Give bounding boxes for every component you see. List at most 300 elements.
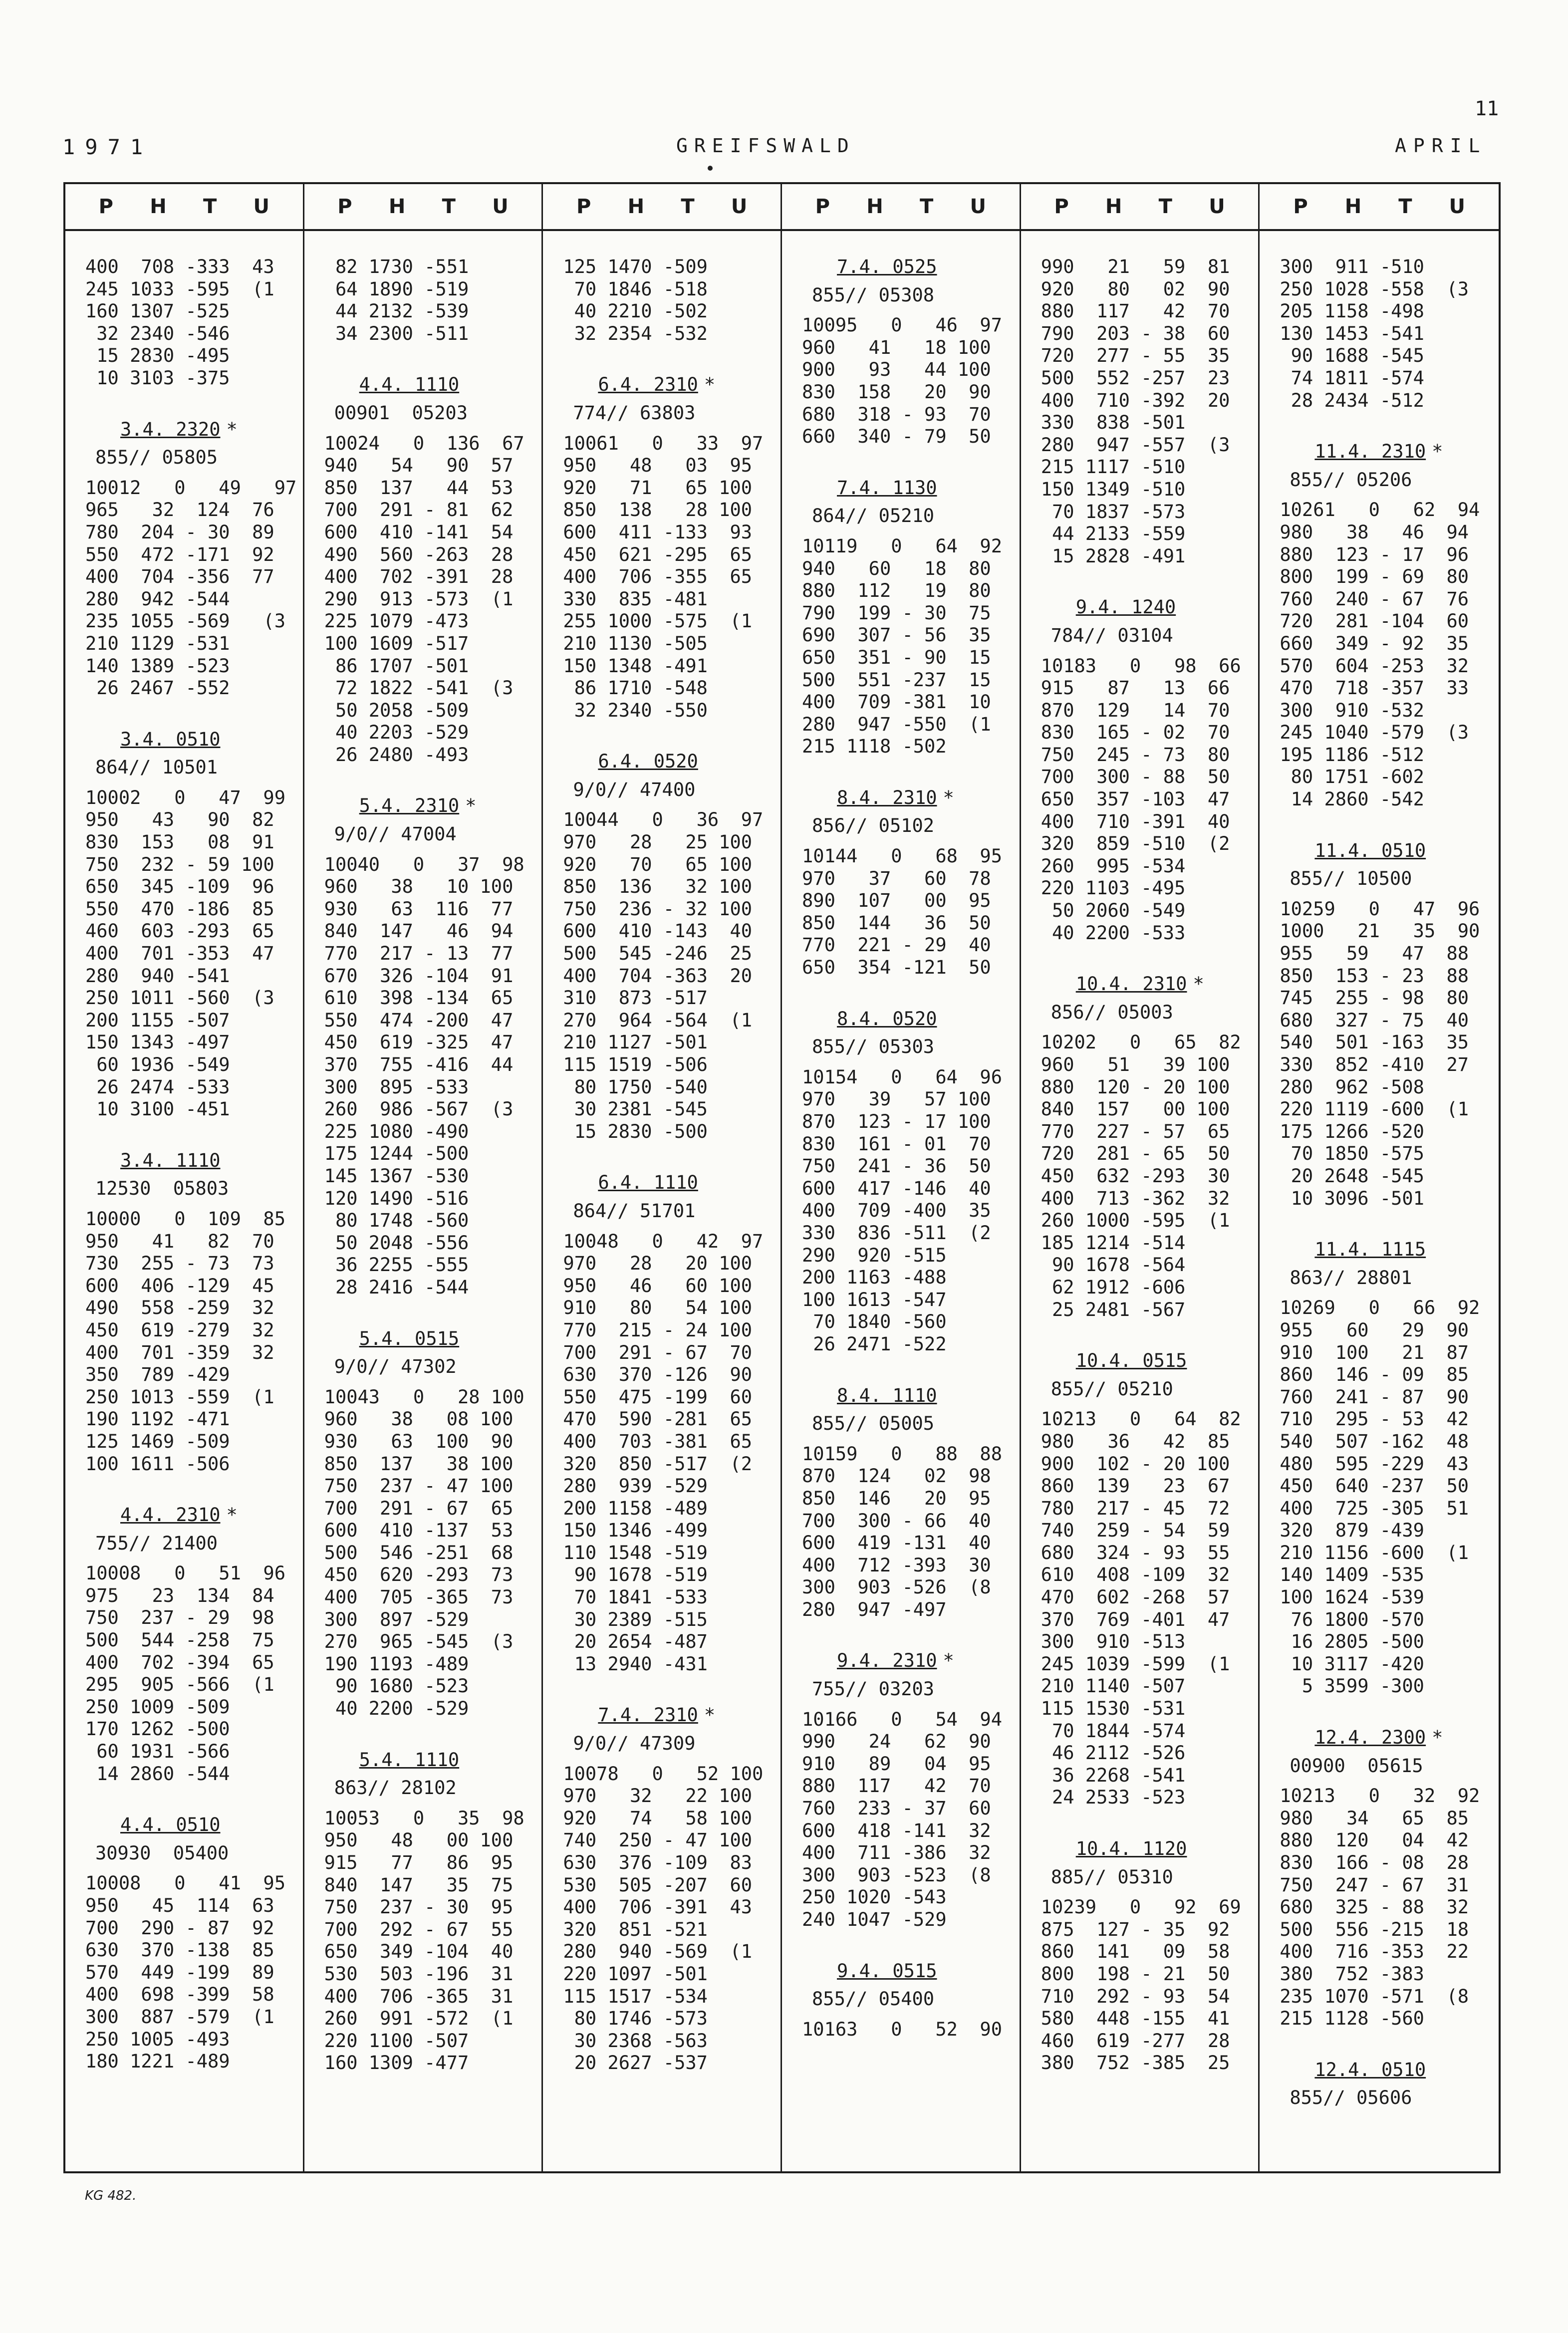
data-row: 450 620 -293 73 [324,1564,514,1586]
data-row: 10 3100 -451 [85,1098,230,1120]
sounding-code: 755// 21400 [95,1532,218,1554]
data-row: 260 995 -534 [1041,855,1186,877]
column-header-label: P [815,195,830,218]
data-row: 950 48 03 95 [563,455,753,477]
sounding-block [85,1504,303,1785]
data-row: 10008 0 41 95 [85,1872,285,1894]
column-header-label: T [442,195,456,218]
data-row: 770 221 - 29 40 [802,934,991,956]
data-row: 34 2300 -511 [324,322,469,344]
data-row: 280 947 -497 [802,1598,947,1620]
data-row: 300 903 -523 (8 [802,1864,991,1886]
data-row: 870 129 14 70 [1041,699,1230,721]
sounding-date-time: 8.4. 2310 [837,786,937,808]
data-row: 215 1128 -560 [1280,2008,1424,2030]
data-row: 115 1530 -531 [1041,1698,1186,1720]
data-row: 400 713 -362 32 [1041,1187,1230,1209]
data-row: 400 706 -391 43 [563,1896,753,1918]
data-row: 630 370 -138 85 [85,1939,274,1961]
data-row: 500 556 -215 18 [1280,1918,1469,1940]
data-row: 270 964 -564 (1 [563,1009,753,1031]
sounding-block [802,256,1020,448]
data-row: 90 1678 -564 [1041,1254,1186,1276]
data-row: 450 619 -279 32 [85,1319,274,1341]
column-header-label: U [1449,195,1465,218]
data-row: 140 1389 -523 [85,655,230,677]
sounding-block [85,256,303,390]
data-row: 10119 0 64 92 [802,535,1002,557]
sounding-title [324,374,542,396]
sounding-block [1041,1350,1259,1809]
data-row: 880 120 - 20 100 [1041,1076,1230,1098]
data-row: 50 2048 -556 [324,1232,469,1254]
data-row: 550 472 -171 92 [85,543,274,565]
data-row: 70 1837 -573 [1041,501,1186,522]
column-header-label: T [1398,195,1412,218]
data-row: 630 370 -126 90 [563,1364,753,1386]
data-row: 400 704 -363 20 [563,965,753,987]
data-row: 700 291 - 81 62 [324,499,514,521]
data-row: 940 60 18 80 [802,557,991,579]
data-row: 650 357 -103 47 [1041,788,1230,810]
data-row: 850 138 28 100 [563,499,753,521]
data-row: 470 602 -268 57 [1041,1586,1230,1608]
data-row: 460 603 -293 65 [85,920,274,942]
sounding-date-time: 3.4. 2320 [120,418,221,440]
data-row: 950 41 82 70 [85,1230,274,1252]
data-row: 470 718 -357 33 [1280,677,1469,699]
column-header-label: P [1054,195,1069,218]
data-row: 930 63 100 90 [324,1430,514,1452]
data-row: 72 1822 -541 (3 [324,677,514,699]
column-header-label: H [388,195,406,218]
data-row: 10259 0 47 96 [1280,898,1480,920]
sounding-title [563,374,781,396]
data-row: 225 1080 -490 [324,1120,469,1142]
sounding-block [1041,256,1259,567]
sounding-title [802,1650,1020,1672]
data-row: 960 38 10 100 [324,876,514,898]
data-row: 36 2268 -541 [1041,1764,1186,1786]
data-row: 400 712 -393 30 [802,1554,991,1576]
data-row: 10163 0 52 90 [802,2018,1002,2040]
sounding-code: 855// 05303 [812,1036,935,1058]
data-row: 80 1750 -540 [563,1076,708,1098]
sounding-block [1280,840,1499,1210]
data-row: 760 240 - 67 76 [1280,588,1469,610]
data-row: 185 1214 -514 [1041,1232,1186,1254]
data-row: 190 1192 -471 [85,1408,230,1430]
sounding-block [802,1385,1020,1621]
data-row: 670 326 -104 91 [324,965,514,987]
sounding-code: 784// 03104 [1050,624,1173,646]
sounding-block [563,1704,781,2074]
data-row: 10144 0 68 95 [802,845,1002,867]
sounding-date-time: 7.4. 0525 [837,256,937,277]
data-row: 100 1611 -506 [85,1453,230,1475]
data-row: 400 702 -391 28 [324,566,514,588]
sounding-block [324,1749,542,2074]
data-row: 10183 0 98 66 [1041,655,1241,677]
data-row: 220 1103 -495 [1041,877,1186,899]
data-row: 44 2133 -559 [1041,523,1186,545]
data-row: 870 123 - 17 100 [802,1111,991,1132]
data-row: 680 318 - 93 70 [802,403,991,425]
sounding-date-time: 10.4. 0515 [1075,1350,1187,1372]
data-row: 200 1155 -507 [85,1009,230,1031]
data-row: 400 710 -391 40 [1041,810,1230,832]
data-row: 235 1070 -571 (8 [1280,1985,1469,2007]
sounding-date-time: 11.4. 2310 [1314,441,1426,463]
page-number: 11 [1475,97,1499,120]
data-row: 10269 0 66 92 [1280,1297,1480,1319]
sounding-table [63,182,1501,2173]
data-row: 330 835 -481 [563,588,708,610]
data-row: 150 1349 -510 [1041,478,1186,500]
table-column [543,184,782,2171]
sounding-star-mark: * [704,374,716,396]
data-row: 5 3599 -300 [1280,1675,1424,1697]
sounding-block [1041,973,1259,1321]
data-row: 10048 0 42 97 [563,1230,764,1252]
data-row: 980 38 46 94 [1280,521,1469,543]
data-row: 235 1055 -569 (3 [85,610,285,632]
column-header-label: P [337,195,352,218]
data-row: 10000 0 109 85 [85,1208,285,1230]
sounding-title [1041,596,1259,619]
data-row: 680 327 - 75 40 [1280,1009,1469,1031]
data-row: 500 544 -258 75 [85,1629,274,1651]
data-row: 300 887 -579 (1 [85,2006,274,2028]
sounding-code: 855// 05308 [812,284,935,306]
sounding-code: 00901 05203 [334,402,468,424]
column-body [1021,231,1259,2074]
sounding-title [324,1328,542,1350]
sounding-code: 9/0// 47400 [573,778,696,800]
data-row: 710 295 - 53 42 [1280,1408,1469,1430]
sounding-block [324,795,542,1298]
data-row: 850 144 36 50 [802,912,991,934]
data-row: 20 2654 -487 [563,1631,708,1653]
column-body [543,231,781,2074]
data-row: 470 590 -281 65 [563,1408,753,1430]
data-row: 205 1158 -498 [1280,300,1424,322]
header-year: 1971 [62,135,153,159]
sounding-star-mark: * [465,795,477,817]
data-row: 600 410 -143 40 [563,920,753,942]
data-row: 790 203 - 38 60 [1041,322,1230,344]
data-row: 550 470 -186 85 [85,898,274,920]
data-row: 530 503 -196 31 [324,1963,514,1985]
data-row: 260 991 -572 (1 [324,2008,514,2030]
data-row: 14 2860 -544 [85,1763,230,1785]
data-row: 100 1609 -517 [324,632,469,654]
sounding-date-time: 7.4. 1130 [837,477,937,499]
column-header [1021,184,1259,231]
data-row: 220 1100 -507 [324,2030,469,2052]
sounding-title [85,1150,303,1172]
data-row: 220 1097 -501 [563,1963,708,1985]
sounding-block [1041,1838,1259,2074]
data-row: 32 2354 -532 [563,322,708,344]
data-row: 40 2210 -502 [563,300,708,322]
data-row: 540 501 -163 35 [1280,1032,1469,1053]
data-row: 10213 0 32 92 [1280,1785,1480,1807]
data-row: 300 897 -529 [324,1608,469,1630]
data-row: 830 153 08 91 [85,831,274,853]
data-row: 70 1850 -575 [1280,1143,1424,1165]
column-header-label: H [1344,195,1362,218]
sounding-title [563,1172,781,1194]
column-header-label: T [1158,195,1172,218]
data-row: 330 852 -410 27 [1280,1054,1469,1075]
sounding-title [563,1704,781,1727]
data-row: 850 136 32 100 [563,876,753,898]
data-row: 580 448 -155 41 [1041,2008,1230,2030]
column-body [304,231,542,2074]
data-row: 740 250 - 47 100 [563,1829,753,1851]
data-row: 530 505 -207 60 [563,1874,753,1896]
data-row: 770 215 - 24 100 [563,1319,753,1341]
data-row: 10095 0 46 97 [802,314,1002,336]
data-row: 600 418 -141 32 [802,1819,991,1841]
data-row: 955 60 29 90 [1280,1319,1469,1341]
data-row: 125 1470 -509 [563,256,708,277]
sounding-block [1280,1727,1499,2030]
data-row: 840 157 00 100 [1041,1098,1230,1120]
column-header [782,184,1020,231]
sounding-code: 885// 05310 [1050,1866,1173,1888]
column-header [1260,184,1499,231]
sounding-block [1280,441,1499,811]
data-row: 660 349 - 92 35 [1280,632,1469,654]
data-row: 10053 0 35 98 [324,1807,524,1829]
data-row: 220 1119 -600 (1 [1280,1098,1469,1120]
data-row: 76 1800 -570 [1280,1608,1424,1630]
sounding-code: 855// 05805 [95,447,218,469]
data-row: 880 117 42 70 [1041,300,1230,322]
sounding-block [802,1650,1020,1931]
data-row: 750 236 - 32 100 [563,898,753,920]
sounding-code: 864// 05210 [812,505,935,527]
sounding-title [1280,1239,1499,1261]
data-row: 850 146 20 95 [802,1487,991,1509]
data-row: 610 398 -134 65 [324,987,514,1009]
data-row: 500 551 -237 15 [802,669,991,691]
data-row: 240 1047 -529 [802,1909,947,1930]
data-row: 630 376 -109 83 [563,1852,753,1873]
data-row: 880 112 19 80 [802,580,991,602]
data-row: 215 1118 -502 [802,736,947,758]
sounding-date-time: 7.4. 2310 [598,1704,698,1726]
sounding-star-mark: * [1432,1727,1443,1749]
sounding-star-mark: * [943,786,954,808]
data-row: 800 199 - 69 80 [1280,566,1469,588]
data-row: 745 255 - 98 80 [1280,987,1469,1009]
data-row: 730 255 - 73 73 [85,1253,274,1275]
data-row: 13 2940 -431 [563,1653,708,1675]
sounding-title [802,787,1020,809]
data-row: 370 769 -401 47 [1041,1608,1230,1630]
data-row: 500 552 -257 23 [1041,367,1230,389]
sounding-block [1041,596,1259,944]
data-row: 740 259 - 54 59 [1041,1520,1230,1542]
data-row: 550 474 -200 47 [324,1009,514,1031]
data-row: 10 3096 -501 [1280,1187,1424,1209]
sounding-title [802,256,1020,278]
sounding-date-time: 6.4. 2310 [598,374,698,396]
data-row: 245 1033 -595 (1 [85,278,274,300]
data-row: 870 124 02 98 [802,1465,991,1487]
data-row: 720 281 - 65 50 [1041,1143,1230,1165]
sounding-title [1280,840,1499,862]
sounding-code: 774// 63803 [573,402,696,424]
data-row: 450 632 -293 30 [1041,1165,1230,1187]
data-row: 215 1117 -510 [1041,456,1186,478]
data-row: 30 2381 -545 [563,1098,708,1120]
data-row: 910 100 21 87 [1280,1341,1469,1363]
data-row: 570 449 -199 89 [85,1961,274,1983]
sounding-block [324,256,542,345]
data-row: 400 708 -333 43 [85,256,274,277]
sounding-title [1041,1350,1259,1372]
column-body [782,231,1020,2041]
data-row: 320 850 -517 (2 [563,1453,753,1475]
sounding-title [802,1385,1020,1407]
sounding-block [563,256,781,345]
sounding-block [1280,1239,1499,1698]
data-row: 650 354 -121 50 [802,957,991,979]
sounding-title [324,795,542,817]
data-row: 490 560 -263 28 [324,543,514,565]
column-header-label: P [1293,195,1308,218]
data-row: 250 1005 -493 [85,2028,230,2050]
data-row: 400 698 -399 58 [85,1984,274,2006]
column-body [65,231,303,2073]
data-row: 150 1343 -497 [85,1032,230,1053]
data-row: 320 851 -521 [563,1918,708,1940]
data-row: 940 54 90 57 [324,455,514,477]
data-row: 40 2200 -529 [324,1698,469,1720]
data-row: 890 107 00 95 [802,890,991,912]
sounding-block [802,1008,1020,1356]
data-row: 480 595 -229 43 [1280,1453,1469,1475]
data-row: 955 59 47 88 [1280,943,1469,965]
data-row: 24 2533 -523 [1041,1787,1186,1809]
data-row: 840 147 35 75 [324,1874,514,1896]
data-row: 875 127 - 35 92 [1041,1918,1230,1940]
sounding-title [1280,2059,1499,2081]
data-row: 125 1469 -509 [85,1430,230,1452]
data-row: 90 1680 -523 [324,1675,469,1697]
data-row: 28 2434 -512 [1280,389,1424,411]
sounding-date-time: 9.4. 0515 [837,1960,937,1982]
footer-form-code: KG 482. [85,2188,137,2203]
data-row: 250 1011 -560 (3 [85,987,274,1009]
data-row: 680 324 - 93 55 [1041,1542,1230,1563]
data-row: 920 70 65 100 [563,853,753,875]
sounding-date-time: 6.4. 0520 [598,751,698,773]
data-row: 980 36 42 85 [1041,1430,1230,1452]
data-row: 900 102 - 20 100 [1041,1453,1230,1475]
column-header-label: H [627,195,645,218]
data-row: 50 2060 -549 [1041,900,1186,922]
data-row: 700 291 - 67 65 [324,1497,514,1519]
data-row: 970 28 25 100 [563,831,753,853]
data-row: 90 1688 -545 [1280,345,1424,367]
sounding-block [85,1150,303,1475]
data-row: 980 34 65 85 [1280,1807,1469,1829]
data-row: 970 39 57 100 [802,1088,991,1110]
sounding-title [1041,973,1259,996]
data-row: 210 1129 -531 [85,632,230,654]
data-row: 10043 0 28 100 [324,1386,524,1408]
data-row: 60 1931 -566 [85,1741,230,1763]
data-row: 660 340 - 79 50 [802,426,991,448]
data-row: 950 48 00 100 [324,1829,514,1851]
sounding-code: 00900 05615 [1290,1755,1423,1777]
ink-dot [708,166,713,171]
sounding-date-time: 8.4. 0520 [837,1008,937,1030]
data-row: 225 1079 -473 [324,610,469,632]
sounding-star-mark: * [1193,973,1204,995]
data-row: 210 1127 -501 [563,1032,708,1053]
data-row: 750 237 - 47 100 [324,1475,514,1497]
data-row: 840 147 46 94 [324,920,514,942]
data-row: 290 920 -515 [802,1244,947,1266]
data-row: 600 411 -133 93 [563,521,753,543]
sounding-title [802,1960,1020,1983]
data-row: 650 349 -104 40 [324,1941,514,1963]
sounding-date-time: 6.4. 1110 [598,1172,698,1194]
data-row: 280 940 -569 (1 [563,1941,753,1963]
data-row: 400 704 -356 77 [85,566,274,588]
sounding-date-time: 9.4. 1240 [1075,596,1176,618]
sounding-block [324,1328,542,1720]
data-row: 10159 0 88 88 [802,1443,1002,1465]
data-row: 10 3103 -375 [85,367,230,389]
data-row: 400 725 -305 51 [1280,1497,1469,1519]
data-row: 250 1020 -543 [802,1886,947,1908]
data-row: 600 410 -141 54 [324,521,514,543]
data-row: 690 307 - 56 35 [802,624,991,646]
sounding-date-time: 11.4. 0510 [1314,839,1426,861]
sounding-date-time: 3.4. 1110 [120,1149,221,1171]
data-row: 950 43 90 82 [85,809,274,831]
data-row: 160 1307 -525 [85,300,230,322]
data-row: 975 23 134 84 [85,1584,274,1606]
column-header [543,184,781,231]
data-row: 850 137 44 53 [324,477,514,499]
data-row: 10078 0 52 100 [563,1763,764,1785]
data-row: 400 710 -392 20 [1041,389,1230,411]
data-row: 880 120 04 42 [1280,1829,1469,1851]
data-row: 380 752 -385 25 [1041,2052,1230,2074]
data-row: 700 292 - 67 55 [324,1918,514,1940]
data-row: 70 1844 -574 [1041,1720,1186,1742]
sounding-block [802,477,1020,758]
data-row: 910 89 04 95 [802,1753,991,1775]
data-row: 770 227 - 57 65 [1041,1120,1230,1142]
data-row: 300 910 -532 [1280,699,1424,721]
sounding-code: 864// 51701 [573,1200,696,1222]
data-row: 880 117 42 70 [802,1775,991,1797]
data-row: 10061 0 33 97 [563,432,764,454]
data-row: 30 2389 -515 [563,1608,708,1630]
table-column [1021,184,1260,2171]
data-row: 260 986 -567 (3 [324,1098,514,1120]
data-row: 10008 0 51 96 [85,1562,285,1584]
